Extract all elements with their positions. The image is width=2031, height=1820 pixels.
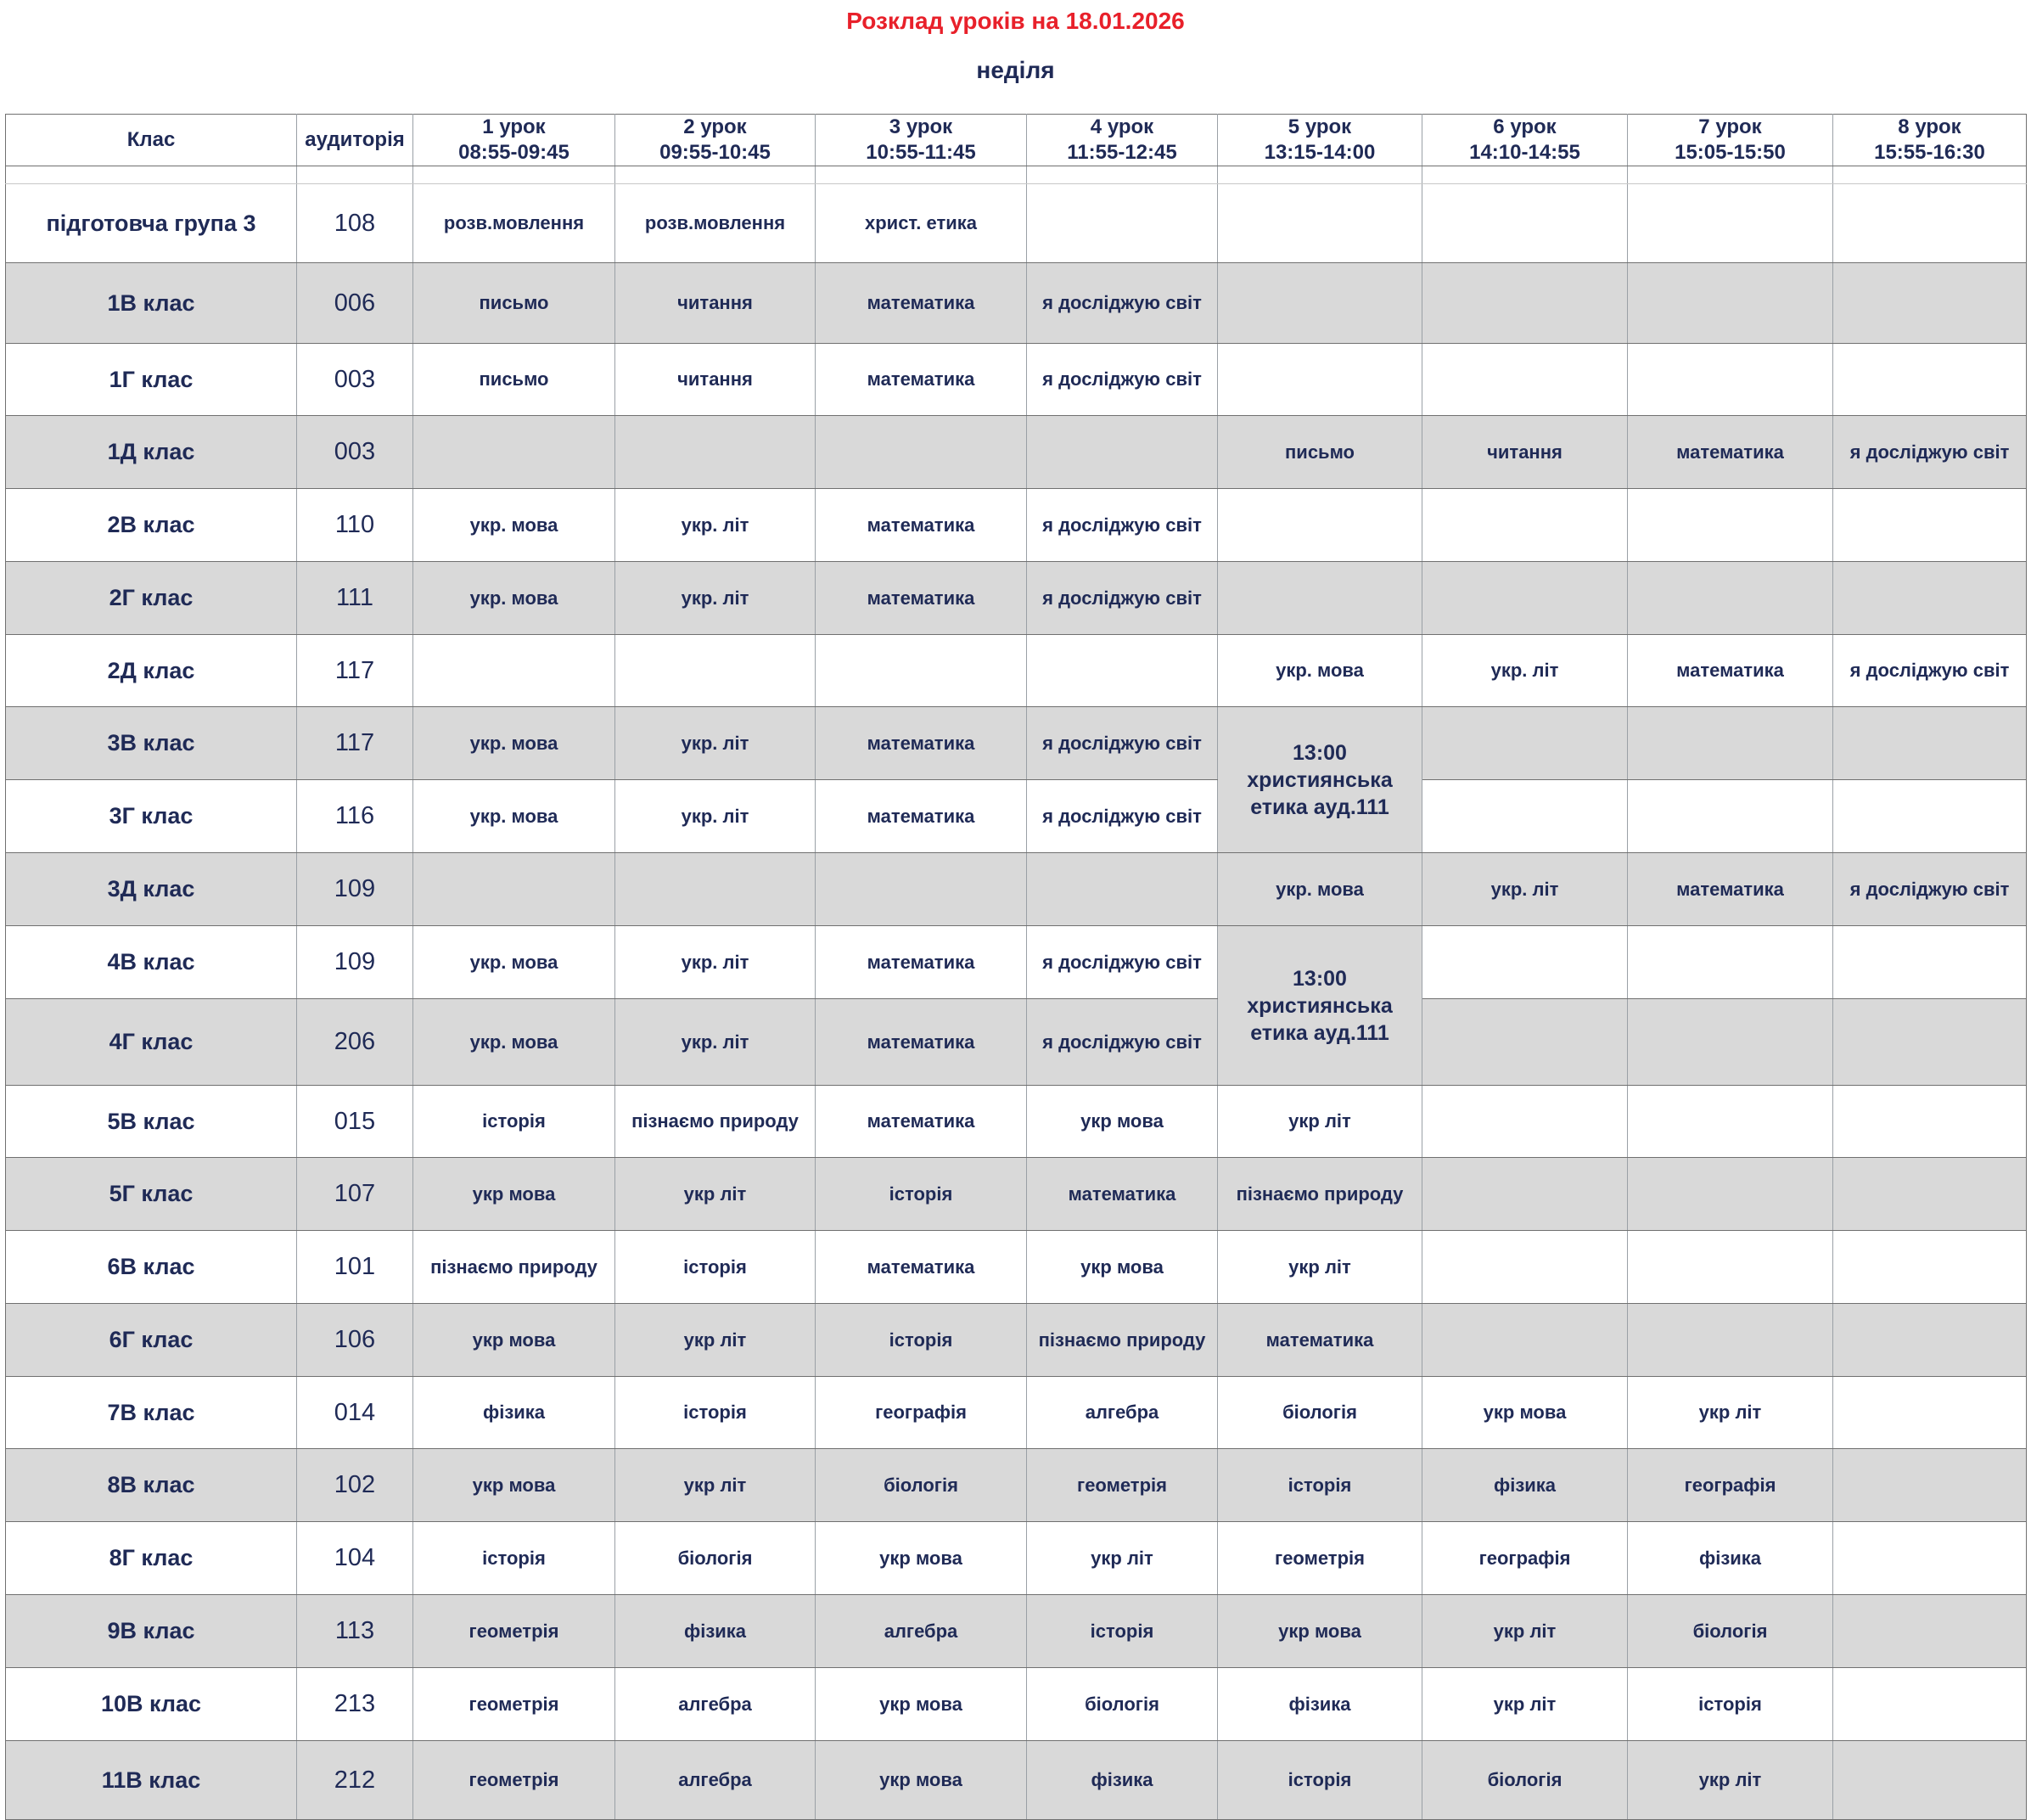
lesson-cell: фізика [1218, 1668, 1422, 1741]
lesson-cell: укр. літ [1422, 853, 1628, 926]
table-row [6, 853, 2027, 926]
lesson-cell: укр. літ [615, 562, 816, 635]
lesson-cell: розв.мовлення [413, 184, 615, 263]
lesson-cell: укр. мова [413, 562, 615, 635]
lesson-cell [615, 416, 816, 489]
lesson-cell [1628, 1086, 1833, 1158]
lesson-cell: я досліджую світ [1833, 635, 2027, 707]
lesson-cell: укр. мова [413, 926, 615, 999]
lesson-cell [1833, 562, 2027, 635]
lesson-cell [816, 416, 1027, 489]
lesson-cell: історія [1218, 1449, 1422, 1522]
lesson-cell: читання [1422, 416, 1628, 489]
lesson-cell: фізика [1628, 1522, 1833, 1595]
room-cell: 003 [297, 344, 413, 416]
lesson-cell [1422, 1231, 1628, 1304]
lesson-cell: я досліджую світ [1027, 780, 1218, 853]
header-lesson-4: 4 урок [1027, 115, 1218, 141]
lesson-cell [1027, 184, 1218, 263]
room-cell: 109 [297, 926, 413, 999]
lesson-cell: укр літ [1422, 1595, 1628, 1668]
lesson-cell: укр. мова [413, 780, 615, 853]
lesson-cell: математика [816, 707, 1027, 780]
lesson-cell: математика [816, 1231, 1027, 1304]
lesson-cell: пізнаємо природу [1027, 1304, 1218, 1377]
lesson-cell [1628, 184, 1833, 263]
class-cell: 2Г клас [6, 562, 297, 635]
lesson-cell: письмо [413, 263, 615, 344]
table-row [6, 1449, 2027, 1522]
class-cell: 10В клас [6, 1668, 297, 1741]
lesson-cell: фізика [413, 1377, 615, 1449]
lesson-cell: укр. літ [1422, 635, 1628, 707]
room-cell: 212 [297, 1741, 413, 1820]
lesson-cell [1422, 999, 1628, 1086]
lesson-cell [1218, 263, 1422, 344]
lesson-cell: укр. літ [615, 489, 816, 562]
lesson-cell: укр. мова [413, 489, 615, 562]
class-cell: 2В клас [6, 489, 297, 562]
lesson-cell: укр. літ [615, 780, 816, 853]
lesson-cell: укр літ [1422, 1668, 1628, 1741]
lesson-cell [1833, 1595, 2027, 1668]
lesson-cell [1422, 926, 1628, 999]
lesson-cell [1218, 562, 1422, 635]
lesson-cell: пізнаємо природу [1218, 1158, 1422, 1231]
lesson-cell [1628, 707, 1833, 780]
table-row [6, 489, 2027, 562]
class-cell: 8В клас [6, 1449, 297, 1522]
table-row [6, 1595, 2027, 1668]
lesson-cell [1027, 635, 1218, 707]
lesson-cell [1833, 1522, 2027, 1595]
lesson-cell [1628, 344, 1833, 416]
lesson-cell: укр мова [816, 1668, 1027, 1741]
lesson-cell: математика [816, 926, 1027, 999]
lesson-cell: геометрія [1218, 1522, 1422, 1595]
lesson-cell [1422, 489, 1628, 562]
lesson-cell [1833, 1668, 2027, 1741]
room-cell: 117 [297, 635, 413, 707]
room-cell: 108 [297, 184, 413, 263]
lesson-cell [816, 853, 1027, 926]
class-cell: 4В клас [6, 926, 297, 999]
room-cell: 006 [297, 263, 413, 344]
lesson-cell: математика [816, 263, 1027, 344]
lesson-cell: геометрія [413, 1668, 615, 1741]
header-time-3: 10:55-11:45 [816, 140, 1027, 166]
header-time-1: 08:55-09:45 [413, 140, 615, 166]
header-time-8: 15:55-16:30 [1833, 140, 2027, 166]
class-cell: 2Д клас [6, 635, 297, 707]
lesson-cell: укр. мова [1218, 635, 1422, 707]
lesson-cell [1628, 780, 1833, 853]
class-cell: 6Г клас [6, 1304, 297, 1377]
header-time-4: 11:55-12:45 [1027, 140, 1218, 166]
lesson-cell: біологія [816, 1449, 1027, 1522]
lesson-cell [413, 635, 615, 707]
lesson-cell [1833, 1231, 2027, 1304]
lesson-cell [1833, 1741, 2027, 1820]
lesson-cell: укр мова [413, 1449, 615, 1522]
lesson-cell: укр. мова [1218, 853, 1422, 926]
room-cell: 104 [297, 1522, 413, 1595]
room-cell: 117 [297, 707, 413, 780]
lesson-cell [1422, 263, 1628, 344]
lesson-cell: христ. етика [816, 184, 1027, 263]
table-row [6, 1377, 2027, 1449]
merged-note-cell: 13:00 християнська етика ауд.111 [1218, 707, 1422, 853]
header-lesson-1: 1 урок [413, 115, 615, 141]
lesson-cell: математика [1628, 853, 1833, 926]
lesson-cell: укр. літ [615, 707, 816, 780]
day-of-week: неділя [976, 57, 1055, 83]
lesson-cell: я досліджую світ [1027, 926, 1218, 999]
lesson-cell [413, 416, 615, 489]
lesson-cell: фізика [1422, 1449, 1628, 1522]
lesson-cell [1833, 344, 2027, 416]
lesson-cell: укр. літ [615, 999, 816, 1086]
lesson-cell [1628, 926, 1833, 999]
lesson-cell: історія [816, 1158, 1027, 1231]
lesson-cell: математика [1218, 1304, 1422, 1377]
lesson-cell: укр мова [816, 1741, 1027, 1820]
lesson-cell [1218, 344, 1422, 416]
room-cell: 110 [297, 489, 413, 562]
lesson-cell: читання [615, 344, 816, 416]
lesson-cell: укр. літ [615, 926, 816, 999]
lesson-cell: пізнаємо природу [413, 1231, 615, 1304]
lesson-cell [1833, 1449, 2027, 1522]
class-cell: 9В клас [6, 1595, 297, 1668]
lesson-cell [1628, 1158, 1833, 1231]
lesson-cell [1422, 780, 1628, 853]
lesson-cell: математика [816, 562, 1027, 635]
table-row [6, 416, 2027, 489]
header-lesson-3: 3 урок [816, 115, 1027, 141]
lesson-cell [1833, 707, 2027, 780]
lesson-cell: я досліджую світ [1833, 853, 2027, 926]
lesson-cell: математика [816, 999, 1027, 1086]
lesson-cell: укр. мова [413, 999, 615, 1086]
class-cell: 3Д клас [6, 853, 297, 926]
lesson-cell: укр літ [1218, 1231, 1422, 1304]
header-time-2: 09:55-10:45 [615, 140, 816, 166]
lesson-cell: алгебра [615, 1741, 816, 1820]
header-lesson-8: 8 урок [1833, 115, 2027, 141]
lesson-cell: укр літ [1218, 1086, 1422, 1158]
lesson-cell: математика [1027, 1158, 1218, 1231]
lesson-cell: укр мова [1027, 1231, 1218, 1304]
lesson-cell: біологія [615, 1522, 816, 1595]
lesson-cell [1422, 707, 1628, 780]
lesson-cell: історія [615, 1377, 816, 1449]
lesson-cell: пізнаємо природу [615, 1086, 816, 1158]
lesson-cell: укр мова [413, 1304, 615, 1377]
lesson-cell [1628, 999, 1833, 1086]
room-cell: 014 [297, 1377, 413, 1449]
class-cell: 6В клас [6, 1231, 297, 1304]
lesson-cell: алгебра [615, 1668, 816, 1741]
table-row [6, 926, 2027, 999]
lesson-cell: укр літ [615, 1158, 816, 1231]
lesson-cell: математика [1628, 635, 1833, 707]
table-row [6, 184, 2027, 263]
lesson-cell: укр мова [816, 1522, 1027, 1595]
lesson-cell: укр літ [615, 1449, 816, 1522]
merged-note-cell: 13:00 християнська етика ауд.111 [1218, 926, 1422, 1086]
lesson-cell: географія [816, 1377, 1027, 1449]
table-row [6, 707, 2027, 780]
lesson-cell [1027, 853, 1218, 926]
lesson-cell [1833, 184, 2027, 263]
lesson-cell [413, 853, 615, 926]
class-cell: 1В клас [6, 263, 297, 344]
header-time-7: 15:05-15:50 [1628, 140, 1833, 166]
lesson-cell [1628, 1304, 1833, 1377]
header-spacer [6, 166, 2027, 184]
lesson-cell [1833, 1377, 2027, 1449]
room-cell: 003 [297, 416, 413, 489]
room-cell: 106 [297, 1304, 413, 1377]
table-row [6, 562, 2027, 635]
lesson-cell: я досліджую світ [1027, 562, 1218, 635]
lesson-cell: укр мова [1218, 1595, 1422, 1668]
lesson-cell [1422, 1304, 1628, 1377]
room-cell: 213 [297, 1668, 413, 1741]
header-lesson-5: 5 урок [1218, 115, 1422, 141]
lesson-cell: укр мова [1422, 1377, 1628, 1449]
room-cell: 102 [297, 1449, 413, 1522]
page-title: Розклад уроків на 18.01.2026 [846, 8, 1185, 34]
lesson-cell: розв.мовлення [615, 184, 816, 263]
lesson-cell: історія [615, 1231, 816, 1304]
header-lesson-6: 6 урок [1422, 115, 1628, 141]
room-cell: 206 [297, 999, 413, 1086]
lesson-cell: історія [1628, 1668, 1833, 1741]
lesson-cell: я досліджую світ [1027, 344, 1218, 416]
header-room: аудиторія [297, 115, 413, 166]
table-row [6, 999, 2027, 1086]
lesson-cell: біологія [1628, 1595, 1833, 1668]
room-cell: 109 [297, 853, 413, 926]
lesson-cell: історія [1027, 1595, 1218, 1668]
lesson-cell: я досліджую світ [1027, 999, 1218, 1086]
lesson-cell: історія [816, 1304, 1027, 1377]
lesson-cell: математика [1628, 416, 1833, 489]
lesson-cell: історія [413, 1522, 615, 1595]
class-cell: 11В клас [6, 1741, 297, 1820]
lesson-cell: укр. мова [413, 707, 615, 780]
lesson-cell [1628, 562, 1833, 635]
class-cell: 3В клас [6, 707, 297, 780]
lesson-cell: історія [413, 1086, 615, 1158]
lesson-cell: математика [816, 489, 1027, 562]
header-lesson-2: 2 урок [615, 115, 816, 141]
lesson-cell [1628, 1231, 1833, 1304]
header-class: Клас [6, 115, 297, 166]
lesson-cell: укр літ [1027, 1522, 1218, 1595]
header-lesson-7: 7 урок [1628, 115, 1833, 141]
lesson-cell [1628, 489, 1833, 562]
lesson-cell [1422, 1158, 1628, 1231]
class-cell: 5Г клас [6, 1158, 297, 1231]
class-cell: підготовча група 3 [6, 184, 297, 263]
room-cell: 015 [297, 1086, 413, 1158]
lesson-cell: геометрія [413, 1595, 615, 1668]
lesson-cell: біологія [1027, 1668, 1218, 1741]
header-time-5: 13:15-14:00 [1218, 140, 1422, 166]
table-row [6, 1522, 2027, 1595]
class-cell: 1Д клас [6, 416, 297, 489]
lesson-cell [1833, 1158, 2027, 1231]
lesson-cell: математика [816, 1086, 1027, 1158]
lesson-cell: геометрія [1027, 1449, 1218, 1522]
lesson-cell [1422, 1086, 1628, 1158]
lesson-cell [1218, 184, 1422, 263]
class-cell: 8Г клас [6, 1522, 297, 1595]
table-row [6, 263, 2027, 344]
class-cell: 3Г клас [6, 780, 297, 853]
room-cell: 116 [297, 780, 413, 853]
table-row [6, 780, 2027, 853]
lesson-cell [1833, 1086, 2027, 1158]
lesson-cell [1833, 999, 2027, 1086]
lesson-cell: письмо [1218, 416, 1422, 489]
room-cell: 113 [297, 1595, 413, 1668]
lesson-cell: я досліджую світ [1027, 707, 1218, 780]
lesson-cell: фізика [1027, 1741, 1218, 1820]
lesson-cell: фізика [615, 1595, 816, 1668]
lesson-cell: я досліджую світ [1027, 489, 1218, 562]
lesson-cell [1027, 416, 1218, 489]
lesson-cell [1422, 184, 1628, 263]
lesson-cell: укр літ [615, 1304, 816, 1377]
lesson-cell: я досліджую світ [1027, 263, 1218, 344]
lesson-cell [615, 635, 816, 707]
lesson-cell [1628, 263, 1833, 344]
lesson-cell: біологія [1422, 1741, 1628, 1820]
lesson-cell [1422, 562, 1628, 635]
class-cell: 1Г клас [6, 344, 297, 416]
room-cell: 111 [297, 562, 413, 635]
class-cell: 7В клас [6, 1377, 297, 1449]
lesson-cell: геометрія [413, 1741, 615, 1820]
lesson-cell: укр літ [1628, 1377, 1833, 1449]
table-row [6, 1231, 2027, 1304]
table-row [6, 1668, 2027, 1741]
lesson-cell: читання [615, 263, 816, 344]
lesson-cell: математика [816, 344, 1027, 416]
lesson-cell [1833, 780, 2027, 853]
room-cell: 107 [297, 1158, 413, 1231]
lesson-cell: математика [816, 780, 1027, 853]
table-row [6, 635, 2027, 707]
lesson-cell: історія [1218, 1741, 1422, 1820]
lesson-cell [1833, 1304, 2027, 1377]
lesson-cell [615, 853, 816, 926]
lesson-cell: укр літ [1628, 1741, 1833, 1820]
lesson-cell: біологія [1218, 1377, 1422, 1449]
lesson-cell: я досліджую світ [1833, 416, 2027, 489]
lesson-cell: укр мова [1027, 1086, 1218, 1158]
lesson-cell: алгебра [816, 1595, 1027, 1668]
lesson-cell: алгебра [1027, 1377, 1218, 1449]
table-row [6, 1741, 2027, 1820]
lesson-cell [1833, 263, 2027, 344]
table-row [6, 344, 2027, 416]
lesson-cell: географія [1422, 1522, 1628, 1595]
table-row [6, 1304, 2027, 1377]
table-row [6, 1158, 2027, 1231]
schedule-table [5, 114, 2026, 1820]
class-cell: 4Г клас [6, 999, 297, 1086]
lesson-cell [816, 635, 1027, 707]
lesson-cell [1218, 489, 1422, 562]
class-cell: 5В клас [6, 1086, 297, 1158]
lesson-cell [1833, 926, 2027, 999]
room-cell: 101 [297, 1231, 413, 1304]
header-time-6: 14:10-14:55 [1422, 140, 1628, 166]
lesson-cell: письмо [413, 344, 615, 416]
lesson-cell [1422, 344, 1628, 416]
lesson-cell: географія [1628, 1449, 1833, 1522]
lesson-cell [1833, 489, 2027, 562]
table-row [6, 1086, 2027, 1158]
lesson-cell: укр мова [413, 1158, 615, 1231]
